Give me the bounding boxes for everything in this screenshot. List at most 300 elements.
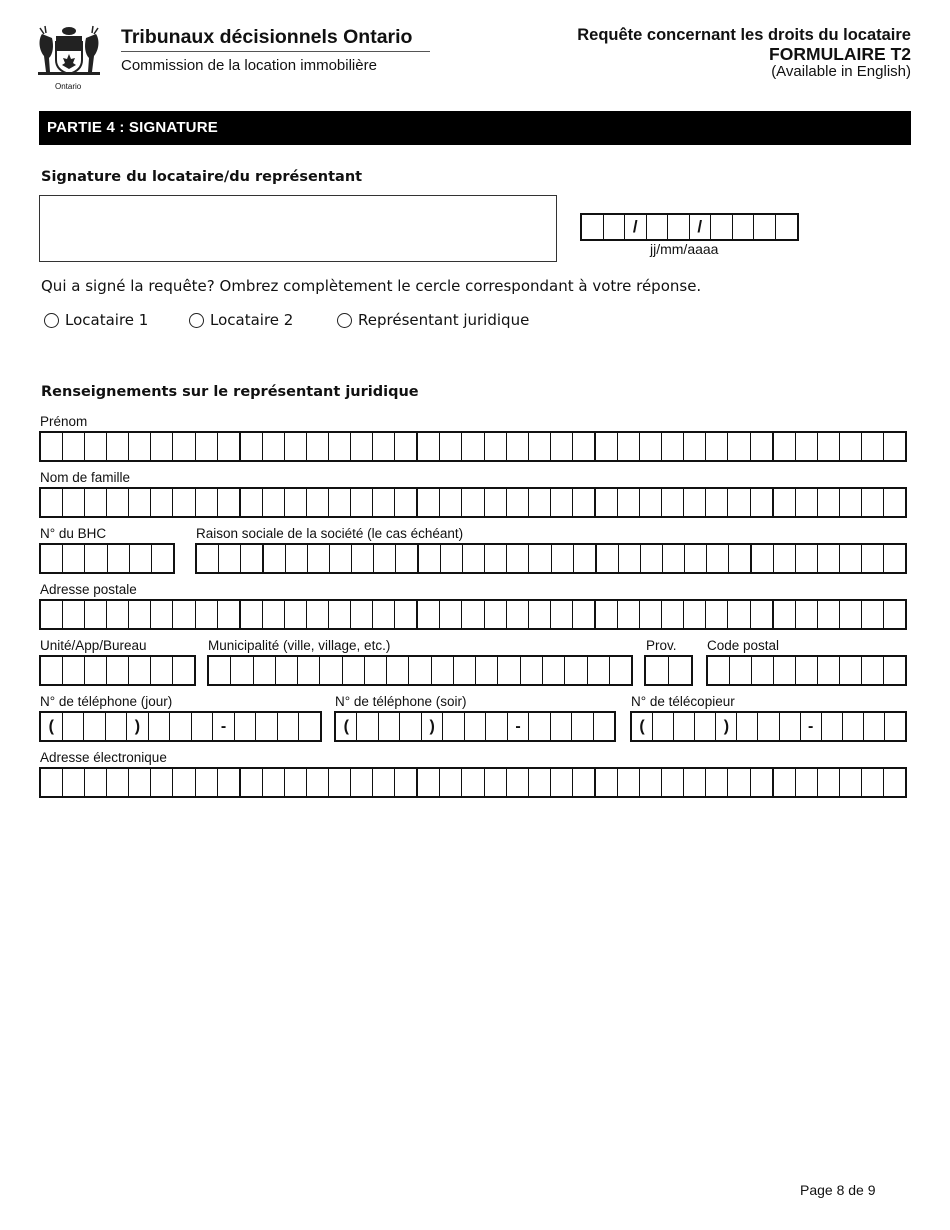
phone-day-label: N° de téléphone (jour) [40,694,173,709]
digit-cell[interactable] [674,713,695,740]
char-cell[interactable] [85,489,107,516]
char-cell[interactable] [884,545,905,572]
char-cell[interactable] [485,769,507,796]
char-cell[interactable] [218,769,241,796]
char-cell[interactable] [507,489,529,516]
char-cell[interactable] [329,433,351,460]
char-cell[interactable] [574,545,597,572]
digit-cell[interactable] [192,713,214,740]
char-cell[interactable] [596,433,618,460]
char-cell[interactable] [173,489,195,516]
char-cell[interactable] [263,769,285,796]
char-cell[interactable] [774,433,796,460]
char-cell[interactable] [218,433,241,460]
char-cell[interactable] [285,769,307,796]
char-cell[interactable] [196,769,218,796]
email-field[interactable] [39,767,907,798]
char-cell[interactable] [352,545,374,572]
char-cell[interactable] [751,433,774,460]
char-cell[interactable] [432,657,454,684]
date-cell[interactable] [711,215,733,239]
char-cell[interactable] [462,489,484,516]
digit-cell[interactable] [84,713,106,740]
char-cell[interactable] [173,769,195,796]
char-cell[interactable] [618,489,640,516]
char-cell[interactable] [507,545,529,572]
char-cell[interactable] [308,545,330,572]
char-cell[interactable] [365,657,387,684]
char-cell[interactable] [552,545,574,572]
char-cell[interactable] [640,601,662,628]
char-cell[interactable] [41,489,63,516]
char-cell[interactable] [840,601,862,628]
char-cell[interactable] [63,657,85,684]
char-cell[interactable] [685,545,707,572]
char-cell[interactable] [85,601,107,628]
char-cell[interactable] [818,545,840,572]
char-cell[interactable] [641,545,663,572]
char-cell[interactable] [573,601,596,628]
char-cell[interactable] [818,433,840,460]
char-cell[interactable] [640,433,662,460]
char-cell[interactable] [529,489,551,516]
char-cell[interactable] [241,433,263,460]
char-cell[interactable] [684,489,706,516]
char-cell[interactable] [663,545,685,572]
radio-circle-icon[interactable] [189,313,204,328]
char-cell[interactable] [596,489,618,516]
char-cell[interactable] [728,433,750,460]
char-cell[interactable] [485,545,507,572]
digit-cell[interactable] [551,713,572,740]
char-cell[interactable] [818,489,840,516]
char-cell[interactable] [729,545,752,572]
char-cell[interactable] [151,489,173,516]
char-cell[interactable] [507,433,529,460]
char-cell[interactable] [796,433,818,460]
municipality-field[interactable] [207,655,633,686]
char-cell[interactable] [197,545,219,572]
char-cell[interactable] [129,489,151,516]
char-cell[interactable] [565,657,587,684]
digit-cell[interactable] [486,713,507,740]
char-cell[interactable] [706,769,728,796]
char-cell[interactable] [543,657,565,684]
phone-close-symbol: ) [422,713,443,740]
char-cell[interactable] [330,545,352,572]
char-cell[interactable] [662,769,684,796]
digit-cell[interactable] [235,713,257,740]
char-cell[interactable] [129,769,151,796]
char-cell[interactable] [796,545,818,572]
digit-cell[interactable] [737,713,758,740]
char-cell[interactable] [241,489,263,516]
char-cell[interactable] [610,657,631,684]
char-cell[interactable] [774,769,796,796]
char-cell[interactable] [706,489,728,516]
char-cell[interactable] [884,769,905,796]
header-divider [121,51,430,52]
char-cell[interactable] [796,769,818,796]
char-cell[interactable] [418,601,440,628]
char-cell[interactable] [441,545,463,572]
char-cell[interactable] [387,657,409,684]
digit-cell[interactable] [299,713,320,740]
char-cell[interactable] [307,601,329,628]
digit-cell[interactable] [400,713,421,740]
char-cell[interactable] [618,601,640,628]
radio-circle-icon[interactable] [337,313,352,328]
phone-dash-symbol: - [213,713,235,740]
char-cell[interactable] [884,489,905,516]
fax-field[interactable] [630,711,907,742]
date-cell[interactable] [668,215,690,239]
char-cell[interactable] [151,769,173,796]
char-cell[interactable] [440,433,462,460]
char-cell[interactable] [752,545,774,572]
char-cell[interactable] [108,545,130,572]
char-cell[interactable] [684,769,706,796]
char-cell[interactable] [840,769,862,796]
char-cell[interactable] [485,489,507,516]
char-cell[interactable] [551,489,573,516]
char-cell[interactable] [107,601,129,628]
char-cell[interactable] [307,769,329,796]
char-cell[interactable] [85,657,107,684]
char-cell[interactable] [218,489,241,516]
char-cell[interactable] [840,545,862,572]
char-cell[interactable] [373,769,395,796]
char-cell[interactable] [329,769,351,796]
char-cell[interactable] [241,769,263,796]
char-cell[interactable] [818,657,840,684]
char-cell[interactable] [241,545,264,572]
char-cell[interactable] [373,601,395,628]
char-cell[interactable] [209,657,231,684]
digit-cell[interactable] [149,713,171,740]
digit-cell[interactable] [653,713,674,740]
char-cell[interactable] [521,657,543,684]
lso-number-field[interactable] [39,543,175,574]
date-cell[interactable] [733,215,755,239]
char-cell[interactable] [774,657,796,684]
char-cell[interactable] [463,545,485,572]
char-cell[interactable] [862,489,884,516]
digit-cell[interactable] [256,713,278,740]
char-cell[interactable] [107,489,129,516]
phone-close-symbol: ) [127,713,149,740]
phone-evening-field[interactable] [334,711,616,742]
char-cell[interactable] [129,433,151,460]
char-cell[interactable] [298,657,320,684]
char-cell[interactable] [551,433,573,460]
char-cell[interactable] [573,433,596,460]
char-cell[interactable] [63,489,85,516]
char-cell[interactable] [588,657,610,684]
char-cell[interactable] [662,601,684,628]
digit-cell[interactable] [695,713,716,740]
digit-cell[interactable] [758,713,779,740]
char-cell[interactable] [551,769,573,796]
digit-cell[interactable] [780,713,801,740]
char-cell[interactable] [63,433,85,460]
char-cell[interactable] [498,657,520,684]
char-cell[interactable] [374,545,396,572]
char-cell[interactable] [285,489,307,516]
char-cell[interactable] [173,657,194,684]
char-cell[interactable] [596,769,618,796]
digit-cell[interactable] [594,713,614,740]
char-cell[interactable] [173,433,195,460]
char-cell[interactable] [573,769,596,796]
char-cell[interactable] [418,489,440,516]
char-cell[interactable] [85,769,107,796]
char-cell[interactable] [218,601,241,628]
char-cell[interactable] [454,657,476,684]
province-field[interactable] [644,655,693,686]
char-cell[interactable] [684,433,706,460]
char-cell[interactable] [551,601,573,628]
char-cell[interactable] [818,601,840,628]
char-cell[interactable] [107,433,129,460]
char-cell[interactable] [196,601,218,628]
char-cell[interactable] [196,489,218,516]
char-cell[interactable] [662,433,684,460]
char-cell[interactable] [640,769,662,796]
digit-cell[interactable] [443,713,464,740]
date-cell[interactable] [582,215,604,239]
char-cell[interactable] [419,545,441,572]
phone-dash-symbol: - [508,713,529,740]
char-cell[interactable] [884,601,905,628]
char-cell[interactable] [462,769,484,796]
char-cell[interactable] [63,769,85,796]
char-cell[interactable] [730,657,752,684]
char-cell[interactable] [707,545,729,572]
char-cell[interactable] [129,657,151,684]
char-cell[interactable] [485,433,507,460]
digit-cell[interactable] [465,713,486,740]
char-cell[interactable] [63,545,85,572]
radio-tenant-1[interactable] [44,311,148,329]
char-cell[interactable] [440,489,462,516]
char-cell[interactable] [507,769,529,796]
char-cell[interactable] [107,769,129,796]
char-cell[interactable] [276,657,298,684]
char-cell[interactable] [343,657,365,684]
char-cell[interactable] [440,769,462,796]
postal-code-label: Code postal [707,638,780,653]
char-cell[interactable] [307,433,329,460]
char-cell[interactable] [840,657,862,684]
digit-cell[interactable] [63,713,85,740]
char-cell[interactable] [840,489,862,516]
digit-cell[interactable] [572,713,593,740]
char-cell[interactable] [618,769,640,796]
digit-cell[interactable] [106,713,128,740]
char-cell[interactable] [669,657,691,684]
char-cell[interactable] [884,433,905,460]
char-cell[interactable] [41,545,63,572]
char-cell[interactable] [254,657,276,684]
char-cell[interactable] [151,433,173,460]
char-cell[interactable] [529,769,551,796]
char-cell[interactable] [395,489,418,516]
signature-box[interactable] [39,195,557,262]
date-cell[interactable] [754,215,776,239]
char-cell[interactable] [619,545,641,572]
char-cell[interactable] [41,601,63,628]
mailing-address-field[interactable] [39,599,907,630]
char-cell[interactable] [320,657,342,684]
char-cell[interactable] [706,601,728,628]
char-cell[interactable] [196,433,218,460]
char-cell[interactable] [728,769,750,796]
char-cell[interactable] [751,489,774,516]
char-cell[interactable] [862,601,884,628]
company-name-field[interactable] [195,543,907,574]
char-cell[interactable] [840,433,862,460]
char-cell[interactable] [462,601,484,628]
digit-cell[interactable] [529,713,550,740]
radio-label: Locataire 1 [65,311,149,329]
char-cell[interactable] [818,769,840,796]
char-cell[interactable] [395,433,418,460]
digit-cell[interactable] [885,713,905,740]
char-cell[interactable] [640,489,662,516]
char-cell[interactable] [63,601,85,628]
radio-tenant-2[interactable] [189,311,293,329]
char-cell[interactable] [329,601,351,628]
char-cell[interactable] [396,545,419,572]
char-cell[interactable] [752,657,774,684]
char-cell[interactable] [751,769,774,796]
char-cell[interactable] [597,545,619,572]
char-cell[interactable] [884,657,905,684]
char-cell[interactable] [151,657,173,684]
char-cell[interactable] [529,545,551,572]
char-cell[interactable] [862,545,884,572]
radio-legal-rep[interactable] [337,311,529,329]
char-cell[interactable] [728,489,750,516]
char-cell[interactable] [418,769,440,796]
char-cell[interactable] [596,601,618,628]
char-cell[interactable] [285,433,307,460]
char-cell[interactable] [751,601,774,628]
char-cell[interactable] [862,433,884,460]
char-cell[interactable] [263,433,285,460]
char-cell[interactable] [107,657,129,684]
char-cell[interactable] [774,601,796,628]
char-cell[interactable] [796,601,818,628]
char-cell[interactable] [485,601,507,628]
char-cell[interactable] [173,601,195,628]
digit-cell[interactable] [379,713,400,740]
postal-code-field[interactable] [706,655,907,686]
char-cell[interactable] [351,489,373,516]
char-cell[interactable] [395,601,418,628]
date-cell[interactable] [776,215,798,239]
char-cell[interactable] [307,489,329,516]
char-cell[interactable] [774,545,796,572]
char-cell[interactable] [440,601,462,628]
char-cell[interactable] [728,601,750,628]
char-cell[interactable] [351,433,373,460]
char-cell[interactable] [152,545,173,572]
unit-field[interactable] [39,655,196,686]
char-cell[interactable] [708,657,730,684]
char-cell[interactable] [862,657,884,684]
availability-note: (Available in English) [771,63,911,80]
digit-cell[interactable] [357,713,378,740]
char-cell[interactable] [231,657,253,684]
char-cell[interactable] [862,769,884,796]
char-cell[interactable] [662,489,684,516]
char-cell[interactable] [774,489,796,516]
char-cell[interactable] [85,545,107,572]
char-cell[interactable] [529,433,551,460]
char-cell[interactable] [129,601,151,628]
char-cell[interactable] [373,489,395,516]
digit-cell[interactable] [278,713,300,740]
char-cell[interactable] [351,601,373,628]
char-cell[interactable] [264,545,286,572]
char-cell[interactable] [395,769,418,796]
char-cell[interactable] [41,433,63,460]
char-cell[interactable] [476,657,498,684]
char-cell[interactable] [706,433,728,460]
digit-cell[interactable] [864,713,885,740]
date-cell[interactable] [604,215,626,239]
char-cell[interactable] [263,489,285,516]
char-cell[interactable] [151,601,173,628]
char-cell[interactable] [263,601,285,628]
char-cell[interactable] [241,601,263,628]
char-cell[interactable] [796,657,818,684]
date-cell[interactable] [647,215,669,239]
char-cell[interactable] [85,433,107,460]
char-cell[interactable] [646,657,669,684]
digit-cell[interactable] [843,713,864,740]
char-cell[interactable] [351,769,373,796]
char-cell[interactable] [285,601,307,628]
first-name-field[interactable] [39,431,907,462]
char-cell[interactable] [618,433,640,460]
char-cell[interactable] [373,433,395,460]
digit-cell[interactable] [170,713,192,740]
char-cell[interactable] [329,489,351,516]
last-name-field[interactable] [39,487,907,518]
char-cell[interactable] [573,489,596,516]
char-cell[interactable] [507,601,529,628]
part-banner [39,111,911,145]
char-cell[interactable] [409,657,431,684]
digit-cell[interactable] [822,713,843,740]
char-cell[interactable] [684,601,706,628]
phone-day-field[interactable] [39,711,322,742]
char-cell[interactable] [130,545,152,572]
char-cell[interactable] [418,433,440,460]
date-field[interactable] [580,213,799,241]
char-cell[interactable] [41,657,63,684]
char-cell[interactable] [796,489,818,516]
char-cell[interactable] [529,601,551,628]
char-cell[interactable] [462,433,484,460]
char-cell[interactable] [219,545,241,572]
radio-circle-icon[interactable] [44,313,59,328]
char-cell[interactable] [41,769,63,796]
char-cell[interactable] [286,545,308,572]
